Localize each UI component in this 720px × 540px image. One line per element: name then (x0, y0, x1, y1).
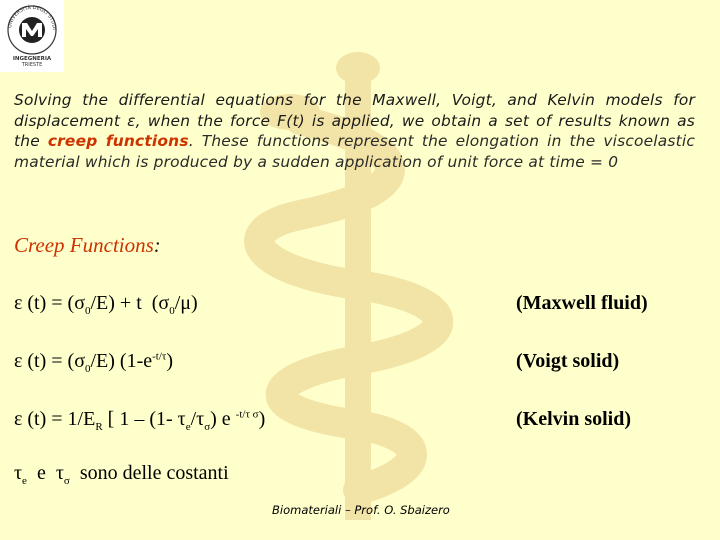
section-title-text: Creep Functions (14, 233, 154, 257)
svg-text:UNIVERSITÀ DEGLI STUDI TRIESTE: UNIVERSITÀ DEGLI STUDI (7, 4, 58, 30)
intro-sentence2: These functions represent the elongation in the viscoelastic material which is produced by a sudden application of unit force at time = 0 (14, 132, 696, 171)
equation-voigt: ε $(t) = (\sigma_0/E)$ $(1-e^{-t/\tau})$ (14, 350, 174, 375)
label-maxwell: (Maxwell fluid) (516, 292, 648, 314)
intro-text-part2: . (188, 132, 194, 151)
footer-credit: Biomateriali – Prof. O. Sbaizero (272, 503, 450, 517)
section-title (14, 233, 161, 258)
note-conjunction: e (36, 462, 46, 484)
section-title-colon: : (153, 233, 161, 257)
note-text: sono delle costanti (79, 462, 229, 484)
university-logo (0, 0, 64, 72)
constants-note: $\tau_e$ e $\tau_\sigma$ sono delle costanti (14, 462, 229, 487)
equation-kelvin: ε $(t) = 1/E_R$ [ 1 – (1- $\tau_e/\tau_\sigma$) e $^{-t/\tau \sigma}$) (14, 408, 266, 433)
intro-text-part1: Solving the differential equations for the Maxwell, Voigt, and Kelvin models for displacement ε, when the force F(t) is applied, we obtain a set of results known as the (14, 91, 695, 151)
label-voigt: (Voigt solid) (516, 350, 620, 372)
equation-maxwell: ε $(t) = (\sigma_0/E) + t$ $(\sigma_0/\mu)$ (14, 292, 198, 317)
svg-text:INGEGNERIA: INGEGNERIA (12, 56, 52, 62)
svg-text:TRIESTE: TRIESTE (21, 62, 43, 68)
intro-highlight: creep functions (47, 132, 189, 151)
label-kelvin: (Kelvin solid) (516, 408, 632, 430)
intro-paragraph (14, 90, 695, 172)
